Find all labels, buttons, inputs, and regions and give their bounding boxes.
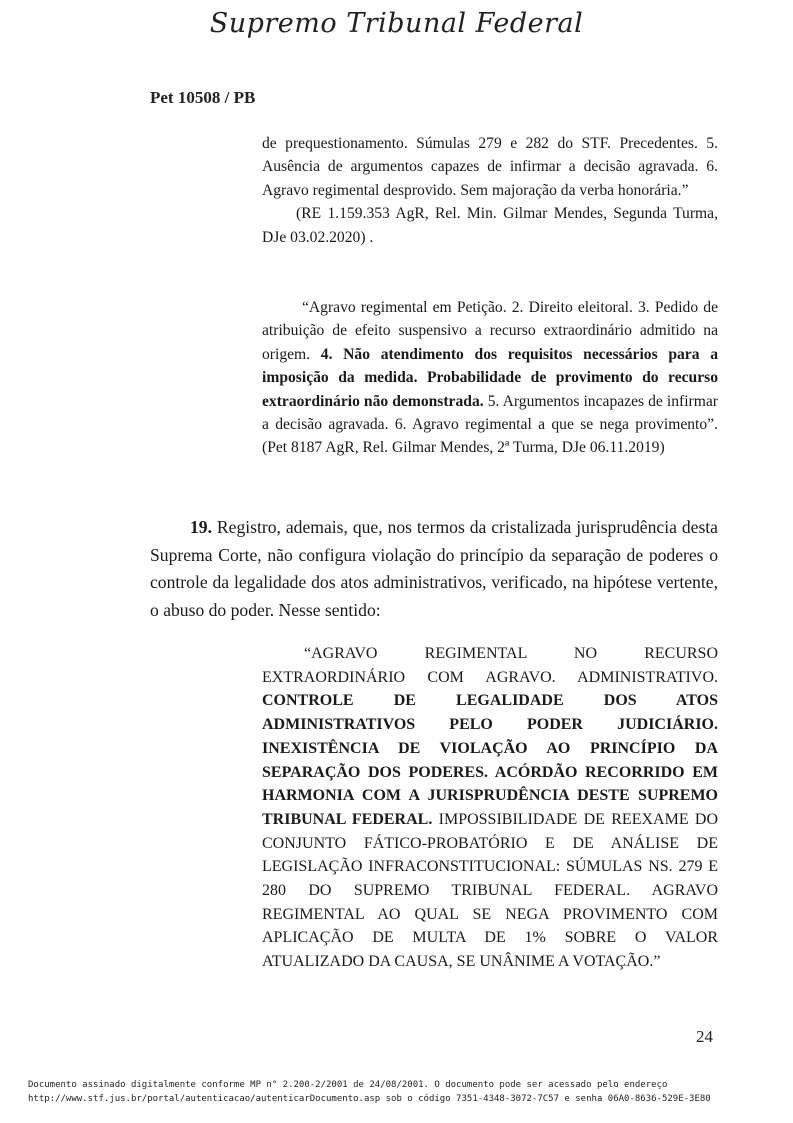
footer-line-2: http://www.stf.jus.br/portal/autenticacao/autenticarDocumento.asp sob o código 7351-4348-3072-7C57 e senha 06A0-8636-529E-3E80 xyxy=(28,1094,711,1104)
paragraph-19 xyxy=(150,514,718,624)
footer-line-1: Documento assinado digitalmente conforme MP n° 2.200-2/2001 de 24/08/2001. O documento pode ser acessado pelo endereço xyxy=(28,1080,668,1090)
quote-block-1 xyxy=(262,132,718,249)
quote-block-2 xyxy=(262,296,718,460)
quote-bold-part: CONTROLE DE LEGALIDADE DOS ATOS ADMINISTRATIVOS PELO PODER JUDICIÁRIO. INEXISTÊNCIA DE VIOLAÇÃO AO PRINCÍPIO DA SEPARAÇÃO DOS PODERES. ACÓRDÃO RECORRIDO EM HARMONIA COM A JURISPRUDÊNCIA DESTE SUPREMO TRIBUNAL FEDERAL. xyxy=(262,692,718,828)
quote-text-part: IMPOSSIBILIDADE DE REEXAME DO CONJUNTO FÁTICO-PROBATÓRIO E DE ANÁLISE DE LEGISLAÇÃO INFRACONSTITUCIONAL: SÚMULAS NS. 279 E 280 DO SUPREMO TRIBUNAL FEDERAL. AGRAVO REGIMENTAL AO QUAL SE NEGA PROVIMENTO COM APLICAÇÃO DE MULTA DE 1% SOBRE O VALOR ATUALIZADO DA CAUSA, SE UNÂNIME A VOTAÇÃO.” xyxy=(262,810,719,971)
paragraph-body: Registro, ademais, que, nos termos da cristalizada jurisprudência desta Suprema Corte, não configura violação do princípio da separação de poderes o controle da legalidade dos atos administrativos, verificado, na hipótese vertente, o abuso do poder. Nesse sentido: xyxy=(150,517,718,620)
quote-text: de prequestionamento. Súmulas 279 e 282 do STF. Precedentes. 5. Ausência de argumentos capazes de infirmar a decisão agravada. 6. Agravo regimental desprovido. Sem majoração da verba honorária.” xyxy=(262,135,718,199)
paragraph-text xyxy=(150,514,718,624)
quote-bold-part: 4. Não atendimento dos requisitos necessários para a imposição da medida. Probabilidade de provimento do recurso extraordinário não demonstrada. xyxy=(262,345,718,410)
quote-citation: (RE 1.159.353 AgR, Rel. Min. Gilmar Mendes, Segunda Turma, DJe 03.02.2020) . xyxy=(262,205,718,246)
quote-text-part: “AGRAVO REGIMENTAL NO RECURSO EXTRAORDINÁRIO COM AGRAVO. ADMINISTRATIVO. xyxy=(262,645,718,686)
quote-text-part: “Agravo regimental em Petição. 2. Direito eleitoral. 3. Pedido de atribuição de efeito suspensivo a recurso extraordinário admitido na origem. xyxy=(262,299,718,363)
paragraph-number: 19. xyxy=(190,517,212,537)
quote-text xyxy=(262,642,718,974)
quote-text-part: 5. Argumentos incapazes de infirmar a decisão agravada. 6. Agravo regimental a que se nega provimento”. (Pet 8187 AgR, Rel. Gilmar Mendes, 2ª Turma, DJe 06.11.2019) xyxy=(262,392,718,457)
court-header: Supremo Tribunal Federal xyxy=(209,8,584,39)
case-reference: Pet 10508 / PB xyxy=(150,88,256,107)
signature-footer xyxy=(28,1078,768,1106)
page-number: 24 xyxy=(696,1027,713,1046)
quote-text xyxy=(262,296,718,460)
quote-block-3 xyxy=(262,642,718,974)
